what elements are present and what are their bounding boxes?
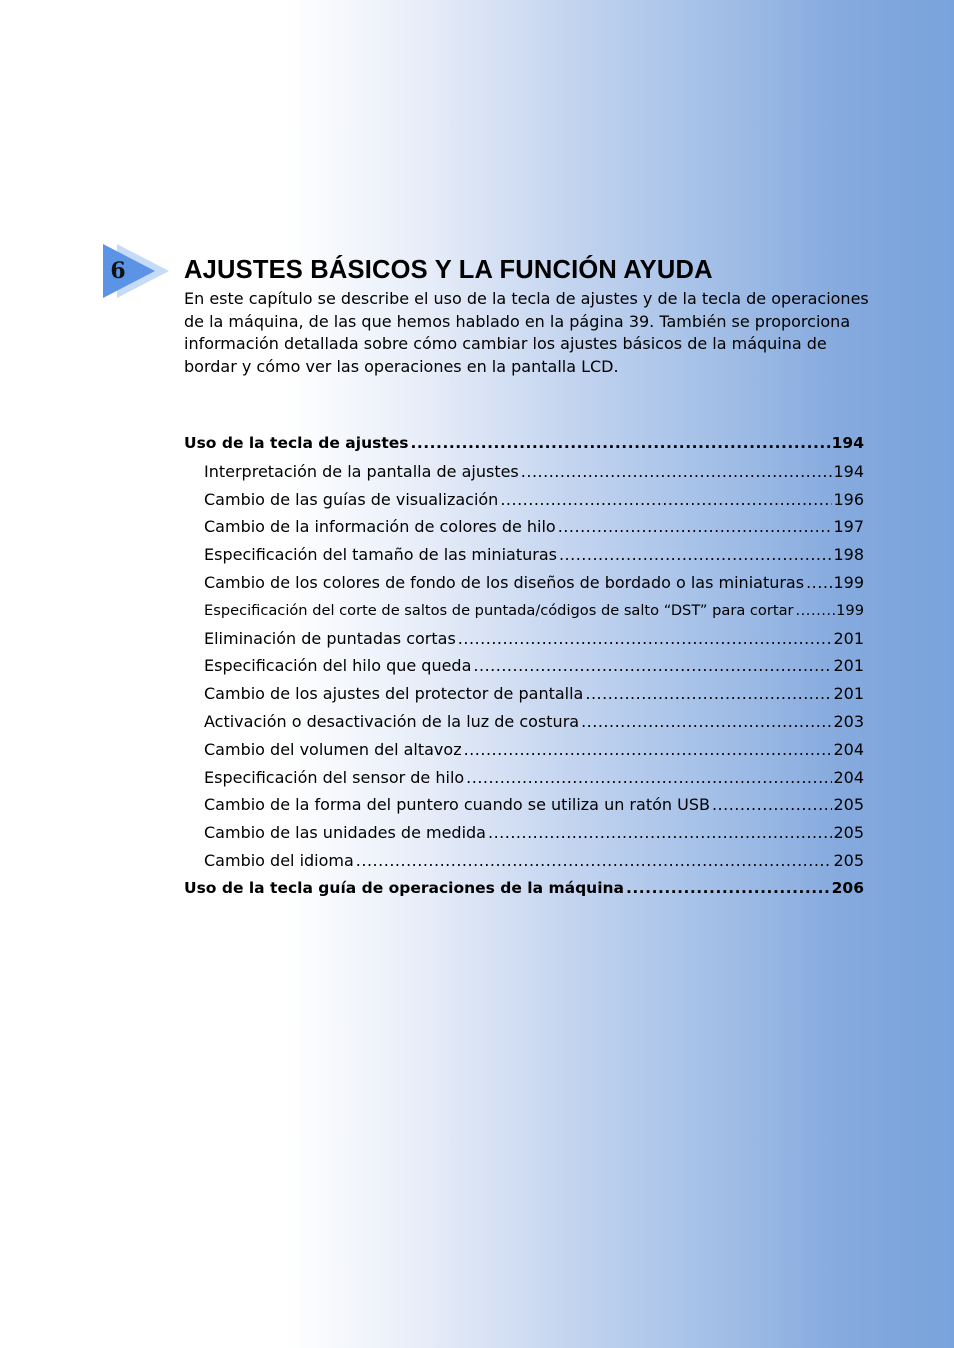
toc-page-number: 194	[833, 461, 864, 481]
toc-subsection-entry[interactable]	[184, 513, 864, 541]
toc-dot-leader	[559, 541, 833, 569]
toc-page-number: 205	[833, 823, 864, 843]
chapter-number: 6	[110, 258, 126, 284]
toc-entry-label: Cambio de las unidades de medida	[204, 823, 486, 843]
toc-page-number: 194	[831, 434, 864, 452]
toc-entry-label: Uso de la tecla guía de operaciones de la máquina	[184, 878, 625, 897]
toc-subsection-entry[interactable]	[184, 458, 864, 486]
toc-page-number: 198	[833, 545, 864, 565]
toc-entry-label: Especificación del sensor de hilo	[204, 767, 465, 787]
toc-dot-leader	[581, 708, 832, 736]
toc-entry-label: Especificación del tamaño de las miniaturas	[204, 545, 557, 565]
toc-page-number: 197	[833, 517, 864, 537]
toc-dot-leader	[411, 430, 831, 458]
toc-entry-label: Especificación del hilo que queda	[204, 656, 472, 676]
toc-subsection-entry[interactable]	[184, 764, 864, 792]
toc-page-number: 205	[833, 850, 864, 870]
toc-entry-label: Especificación del corte de saltos de puntada/códigos de salto “DST” para cortar	[204, 601, 794, 619]
toc-dot-leader	[585, 680, 832, 708]
toc-page-number: 201	[833, 684, 864, 704]
toc-page-number: 206	[831, 878, 864, 897]
toc-dot-leader	[500, 486, 832, 514]
toc-subsection-entry[interactable]	[184, 736, 864, 764]
toc-page-number: 204	[833, 739, 864, 759]
toc-entry-label: Cambio de la forma del puntero cuando se utiliza un ratón USB	[204, 795, 710, 815]
toc-subsection-entry[interactable]	[184, 847, 864, 875]
chapter-intro: En este capítulo se describe el uso de la tecla de ajustes y de la tecla de operaciones de la máquina, de las que hemos hablado en la página 39. También se proporciona información detallada sobre cómo cambiar los ajustes básicos de la máquina de bordar y cómo ver las operaciones en la pantalla LCD.	[184, 289, 869, 376]
toc-dot-leader	[521, 458, 833, 486]
toc-dot-leader	[466, 764, 832, 792]
toc-subsection-entry[interactable]	[184, 708, 864, 736]
toc-entry-label: Interpretación de la pantalla de ajustes	[204, 461, 519, 481]
toc-dot-leader	[558, 513, 833, 541]
chapter-title: AJUSTES BÁSICOS Y LA FUNCIÓN AYUDA	[184, 256, 713, 284]
toc-entry-label: Cambio de los colores de fondo de los diseños de bordado o las miniaturas	[204, 572, 805, 592]
toc-dot-leader	[626, 875, 831, 903]
toc-page-number: 201	[833, 628, 864, 648]
table-of-contents	[184, 430, 864, 903]
toc-page-number: 204	[833, 767, 864, 787]
toc-entry-label: Eliminación de puntadas cortas	[204, 628, 456, 648]
toc-dot-leader	[806, 569, 832, 597]
toc-dot-leader	[796, 597, 836, 625]
toc-subsection-entry[interactable]	[184, 541, 864, 569]
toc-page-number: 199	[836, 601, 864, 619]
toc-entry-label: Cambio de las guías de visualización	[204, 489, 499, 509]
toc-dot-leader	[458, 625, 833, 653]
toc-entry-label: Cambio de los ajustes del protector de pantalla	[204, 684, 584, 704]
toc-entry-label: Cambio del idioma	[204, 850, 354, 870]
toc-page-number: 199	[833, 572, 864, 592]
chapter-badge	[103, 244, 169, 298]
toc-page-number: 205	[833, 795, 864, 815]
toc-subsection-entry[interactable]	[184, 625, 864, 653]
toc-dot-leader	[712, 791, 833, 819]
toc-dot-leader	[464, 736, 833, 764]
toc-entry-label: Uso de la tecla de ajustes	[184, 434, 409, 452]
toc-subsection-entry[interactable]	[184, 819, 864, 847]
toc-entry-label: Activación o desactivación de la luz de costura	[204, 711, 580, 731]
toc-subsection-entry[interactable]	[184, 597, 864, 625]
toc-page-number: 196	[833, 489, 864, 509]
toc-dot-leader	[356, 847, 833, 875]
toc-dot-leader	[473, 652, 832, 680]
toc-subsection-entry[interactable]	[184, 569, 864, 597]
toc-section-entry[interactable]	[184, 430, 864, 458]
toc-subsection-entry[interactable]	[184, 680, 864, 708]
toc-page-number: 201	[833, 656, 864, 676]
toc-section-entry[interactable]	[184, 875, 864, 903]
toc-subsection-entry[interactable]	[184, 652, 864, 680]
toc-dot-leader	[488, 819, 832, 847]
toc-entry-label: Cambio del volumen del altavoz	[204, 739, 462, 759]
toc-entry-label: Cambio de la información de colores de hilo	[204, 517, 556, 537]
toc-page-number: 203	[833, 711, 864, 731]
toc-subsection-entry[interactable]	[184, 791, 864, 819]
toc-subsection-entry[interactable]	[184, 486, 864, 514]
